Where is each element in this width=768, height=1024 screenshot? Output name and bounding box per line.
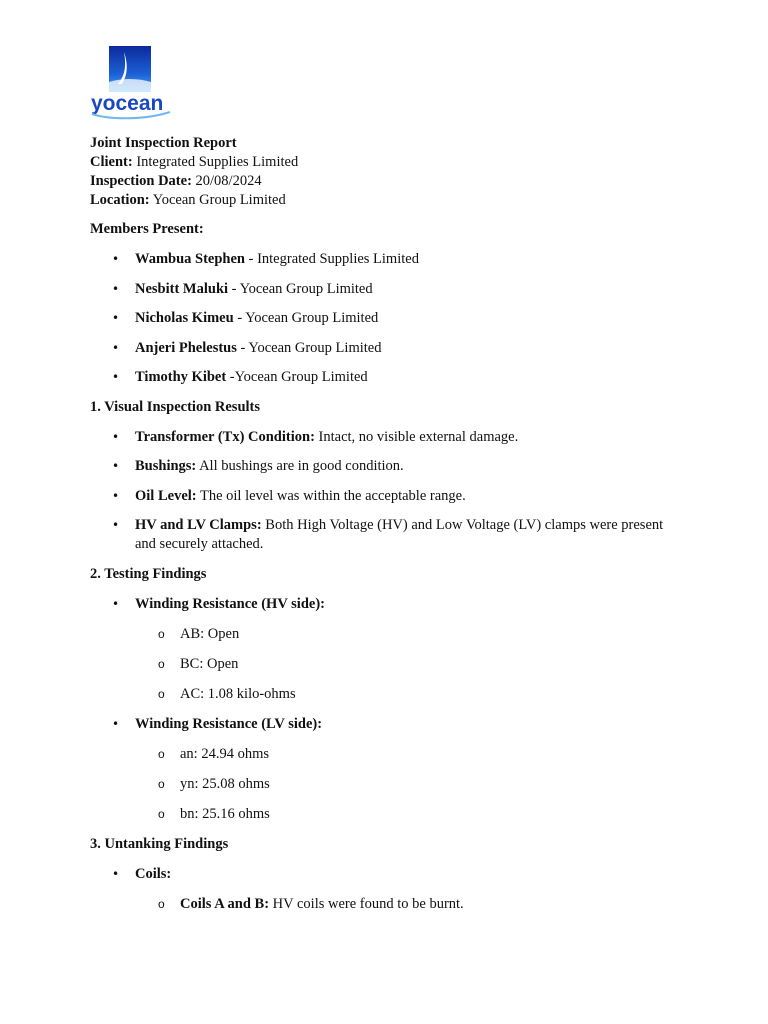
location-line: Location: Yocean Group Limited xyxy=(90,192,286,208)
list-item: • HV and LV Clamps: Both High Voltage (HV) and Low Voltage (LV) clamps were present and securely attached. xyxy=(90,516,670,554)
list-item: o BC: Open xyxy=(135,655,670,674)
list-item: • Nesbitt Maluki - Yocean Group Limited xyxy=(90,280,670,299)
list-item: • Bushings: All bushings are in good condition. xyxy=(90,457,670,476)
list-item: o bn: 25.16 ohms xyxy=(135,805,670,824)
report-body xyxy=(90,134,670,925)
list-item: o yn: 25.08 ohms xyxy=(135,775,670,794)
list-item: • Winding Resistance (HV side): o AB: Open o BC: Open o AC: 1.08 kilo-ohms xyxy=(90,595,670,704)
lv-resistance-list xyxy=(135,745,670,824)
list-item: • Coils: o Coils A and B: HV coils were found to be burnt. xyxy=(90,865,670,914)
section-heading-visual: 1. Visual Inspection Results xyxy=(90,398,261,415)
list-item: • Transformer (Tx) Condition: Intact, no visible external damage. xyxy=(90,428,670,447)
client-line: Client: Integrated Supplies Limited xyxy=(90,154,299,170)
list-item: • Anjeri Phelestus - Yocean Group Limited xyxy=(90,339,670,358)
logo-wordmark: yocean xyxy=(91,92,164,115)
report-title: Joint Inspection Report xyxy=(90,135,237,151)
untanking-findings-list xyxy=(90,865,670,914)
list-item: • Timothy Kibet -Yocean Group Limited xyxy=(90,368,670,387)
list-item: • Wambua Stephen - Integrated Supplies Limited xyxy=(90,250,670,269)
hv-resistance-list xyxy=(135,625,670,704)
list-item: • Oil Level: The oil level was within the acceptable range. xyxy=(90,487,670,506)
list-item: o AB: Open xyxy=(135,625,670,644)
company-logo xyxy=(90,44,172,120)
testing-findings-list xyxy=(90,595,670,824)
list-item: o AC: 1.08 kilo-ohms xyxy=(135,685,670,704)
visual-results-list xyxy=(90,428,670,555)
members-list xyxy=(90,250,670,387)
list-item: • Nicholas Kimeu - Yocean Group Limited xyxy=(90,309,670,328)
inspection-date-line: Inspection Date: 20/08/2024 xyxy=(90,173,262,189)
list-item: o an: 24.94 ohms xyxy=(135,745,670,764)
list-item: o Coils A and B: HV coils were found to be burnt. xyxy=(135,895,670,914)
section-heading-untanking: 3. Untanking Findings xyxy=(90,835,229,852)
coils-list xyxy=(135,895,670,914)
section-heading-testing: 2. Testing Findings xyxy=(90,565,207,582)
members-heading: Members Present: xyxy=(90,221,204,237)
list-item: • Winding Resistance (LV side): o an: 24.94 ohms o yn: 25.08 ohms o bn: 25.16 ohms xyxy=(90,715,670,824)
